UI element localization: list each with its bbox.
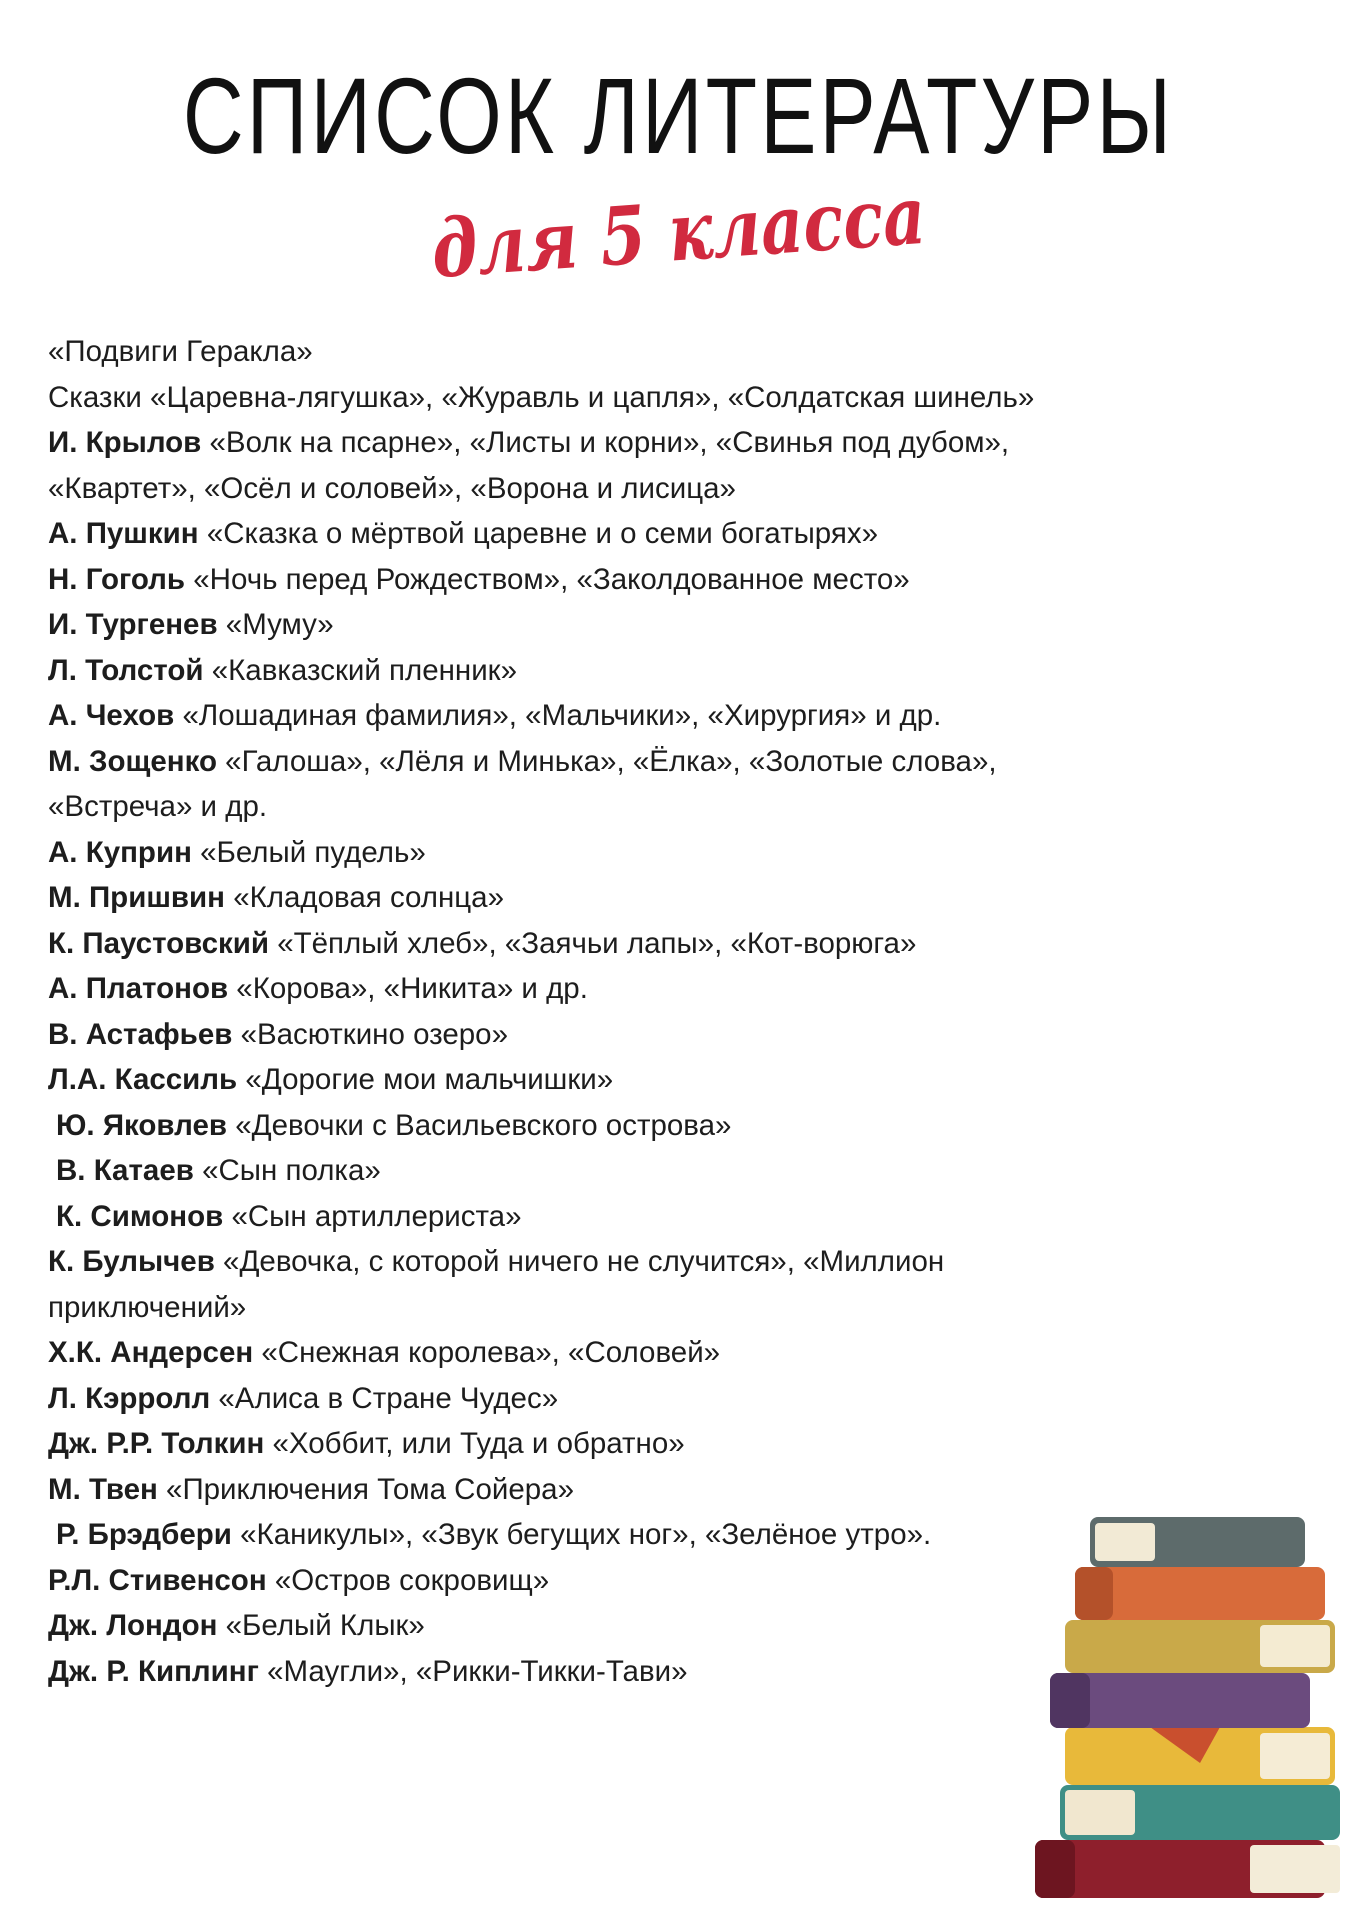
- work-titles: «Сын артиллериста»: [223, 1199, 522, 1233]
- work-titles: «Лошадиная фамилия», «Мальчики», «Хирургия» и др.: [174, 699, 942, 732]
- author-name: Н. Гоголь: [48, 562, 186, 596]
- author-name: А. Пушкин: [48, 517, 199, 550]
- list-item: [48, 1376, 1128, 1422]
- work-titles: «Корова», «Никита» и др.: [228, 972, 588, 1005]
- work-titles: «Подвиги Геракла»: [48, 335, 313, 368]
- work-titles: «Маугли», «Рикки-Тикки-Тави»: [258, 1654, 688, 1688]
- page-subtitle: для 5 класса: [428, 167, 929, 297]
- list-item: [48, 693, 1128, 739]
- work-titles: «Белый пудель»: [191, 835, 426, 869]
- list-item: [48, 1012, 1128, 1058]
- work-titles: «Галоша», «Лёля и Минька», «Ёлка», «Золотые слова», «Встреча» и др.: [48, 744, 997, 823]
- work-titles: «Девочка, с которой ничего не случится», «Миллион приключений»: [48, 1245, 945, 1324]
- list-item: [48, 420, 1128, 511]
- list-item: [48, 875, 1128, 921]
- author-name: Л.А. Кассиль: [48, 1063, 238, 1096]
- work-titles: «Сын полка»: [193, 1154, 381, 1187]
- author-name: Дж. Р.Р. Толкин: [48, 1427, 265, 1460]
- work-titles: «Ночь перед Рождеством», «Заколдованное место»: [185, 562, 910, 596]
- author-name: К. Паустовский: [48, 926, 270, 960]
- work-titles: «Дорогие мои мальчишки»: [237, 1063, 614, 1096]
- author-name: Л. Толстой: [48, 653, 204, 687]
- work-titles: «Волк на псарне», «Листы и корни», «Свинья под дубом», «Квартет», «Осёл и соловей», «Ворона и лисица»: [48, 426, 1010, 505]
- work-titles: «Тёплый хлеб», «Заячьи лапы», «Кот-ворюга»: [269, 926, 917, 960]
- author-name: И. Крылов: [48, 426, 202, 459]
- author-name: К. Булычев: [48, 1245, 215, 1278]
- author-name: И. Тургенев: [48, 608, 218, 641]
- list-item: [48, 1558, 1128, 1604]
- author-name: М. Зощенко: [48, 744, 217, 778]
- work-titles: «Алиса в Стране Чудес»: [210, 1381, 559, 1415]
- work-titles: «Белый Клык»: [217, 1609, 425, 1642]
- author-name: Р.Л. Стивенсон: [48, 1563, 267, 1597]
- work-titles: «Муму»: [217, 608, 334, 641]
- list-item: [48, 511, 1128, 557]
- work-titles: «Кладовая солнца»: [225, 881, 504, 914]
- list-item: [48, 329, 1128, 375]
- list-item: [48, 1603, 1128, 1649]
- author-name: Х.К. Андерсен: [48, 1336, 254, 1369]
- work-titles: «Сказка о мёртвой царевне и о семи богатырях»: [198, 517, 878, 550]
- work-titles: «Каникулы», «Звук бегущих ног», «Зелёное утро».: [231, 1518, 932, 1551]
- list-item: [48, 1649, 1128, 1695]
- work-titles: «Васюткино озеро»: [232, 1017, 508, 1051]
- work-titles: «Снежная королева», «Соловей»: [253, 1336, 721, 1369]
- author-name: Р. Брэдбери: [56, 1518, 232, 1551]
- author-name: В. Катаев: [56, 1154, 194, 1187]
- author-name: К. Симонов: [56, 1199, 224, 1233]
- list-item: [48, 1467, 1128, 1513]
- list-item: [48, 648, 1128, 694]
- list-item: [48, 1330, 1128, 1376]
- author-name: А. Чехов: [48, 699, 175, 732]
- list-item: [48, 1057, 1128, 1103]
- list-item: [48, 830, 1128, 876]
- page-title: СПИСОК ЛИТЕРАТУРЫ: [182, 55, 1175, 176]
- author-name: М. Твен: [48, 1472, 158, 1506]
- list-item: [48, 375, 1128, 421]
- list-item: [48, 1239, 1128, 1330]
- list-item: [48, 602, 1128, 648]
- list-item: [48, 1103, 1128, 1149]
- work-titles: «Девочки с Васильевского острова»: [227, 1108, 732, 1142]
- work-titles: «Приключения Тома Сойера»: [157, 1472, 574, 1506]
- work-titles: «Остров сокровищ»: [266, 1563, 550, 1597]
- list-item: [48, 921, 1128, 967]
- list-item: [48, 1512, 1128, 1558]
- list-item: [48, 1194, 1128, 1240]
- list-item: [48, 739, 1128, 830]
- author-name: Л. Кэрролл: [48, 1381, 211, 1415]
- stack-of-books-icon: [1020, 1495, 1350, 1915]
- author-name: А. Платонов: [48, 972, 229, 1005]
- list-item: [48, 966, 1128, 1012]
- work-titles: Сказки «Царевна-лягушка», «Журавль и цапля», «Солдатская шинель»: [48, 380, 1035, 414]
- list-item: [48, 1148, 1128, 1194]
- author-name: Дж. Лондон: [48, 1609, 218, 1642]
- author-name: М. Пришвин: [48, 881, 225, 914]
- work-titles: «Хоббит, или Туда и обратно»: [264, 1427, 685, 1460]
- author-name: В. Астафьев: [48, 1017, 233, 1051]
- author-name: Ю. Яковлев: [56, 1108, 228, 1142]
- author-name: Дж. Р. Киплинг: [48, 1654, 259, 1688]
- author-name: А. Куприн: [48, 835, 192, 869]
- literature-list: [48, 329, 1128, 1694]
- list-item: [48, 557, 1128, 603]
- work-titles: «Кавказский пленник»: [203, 653, 517, 687]
- list-item: [48, 1421, 1128, 1467]
